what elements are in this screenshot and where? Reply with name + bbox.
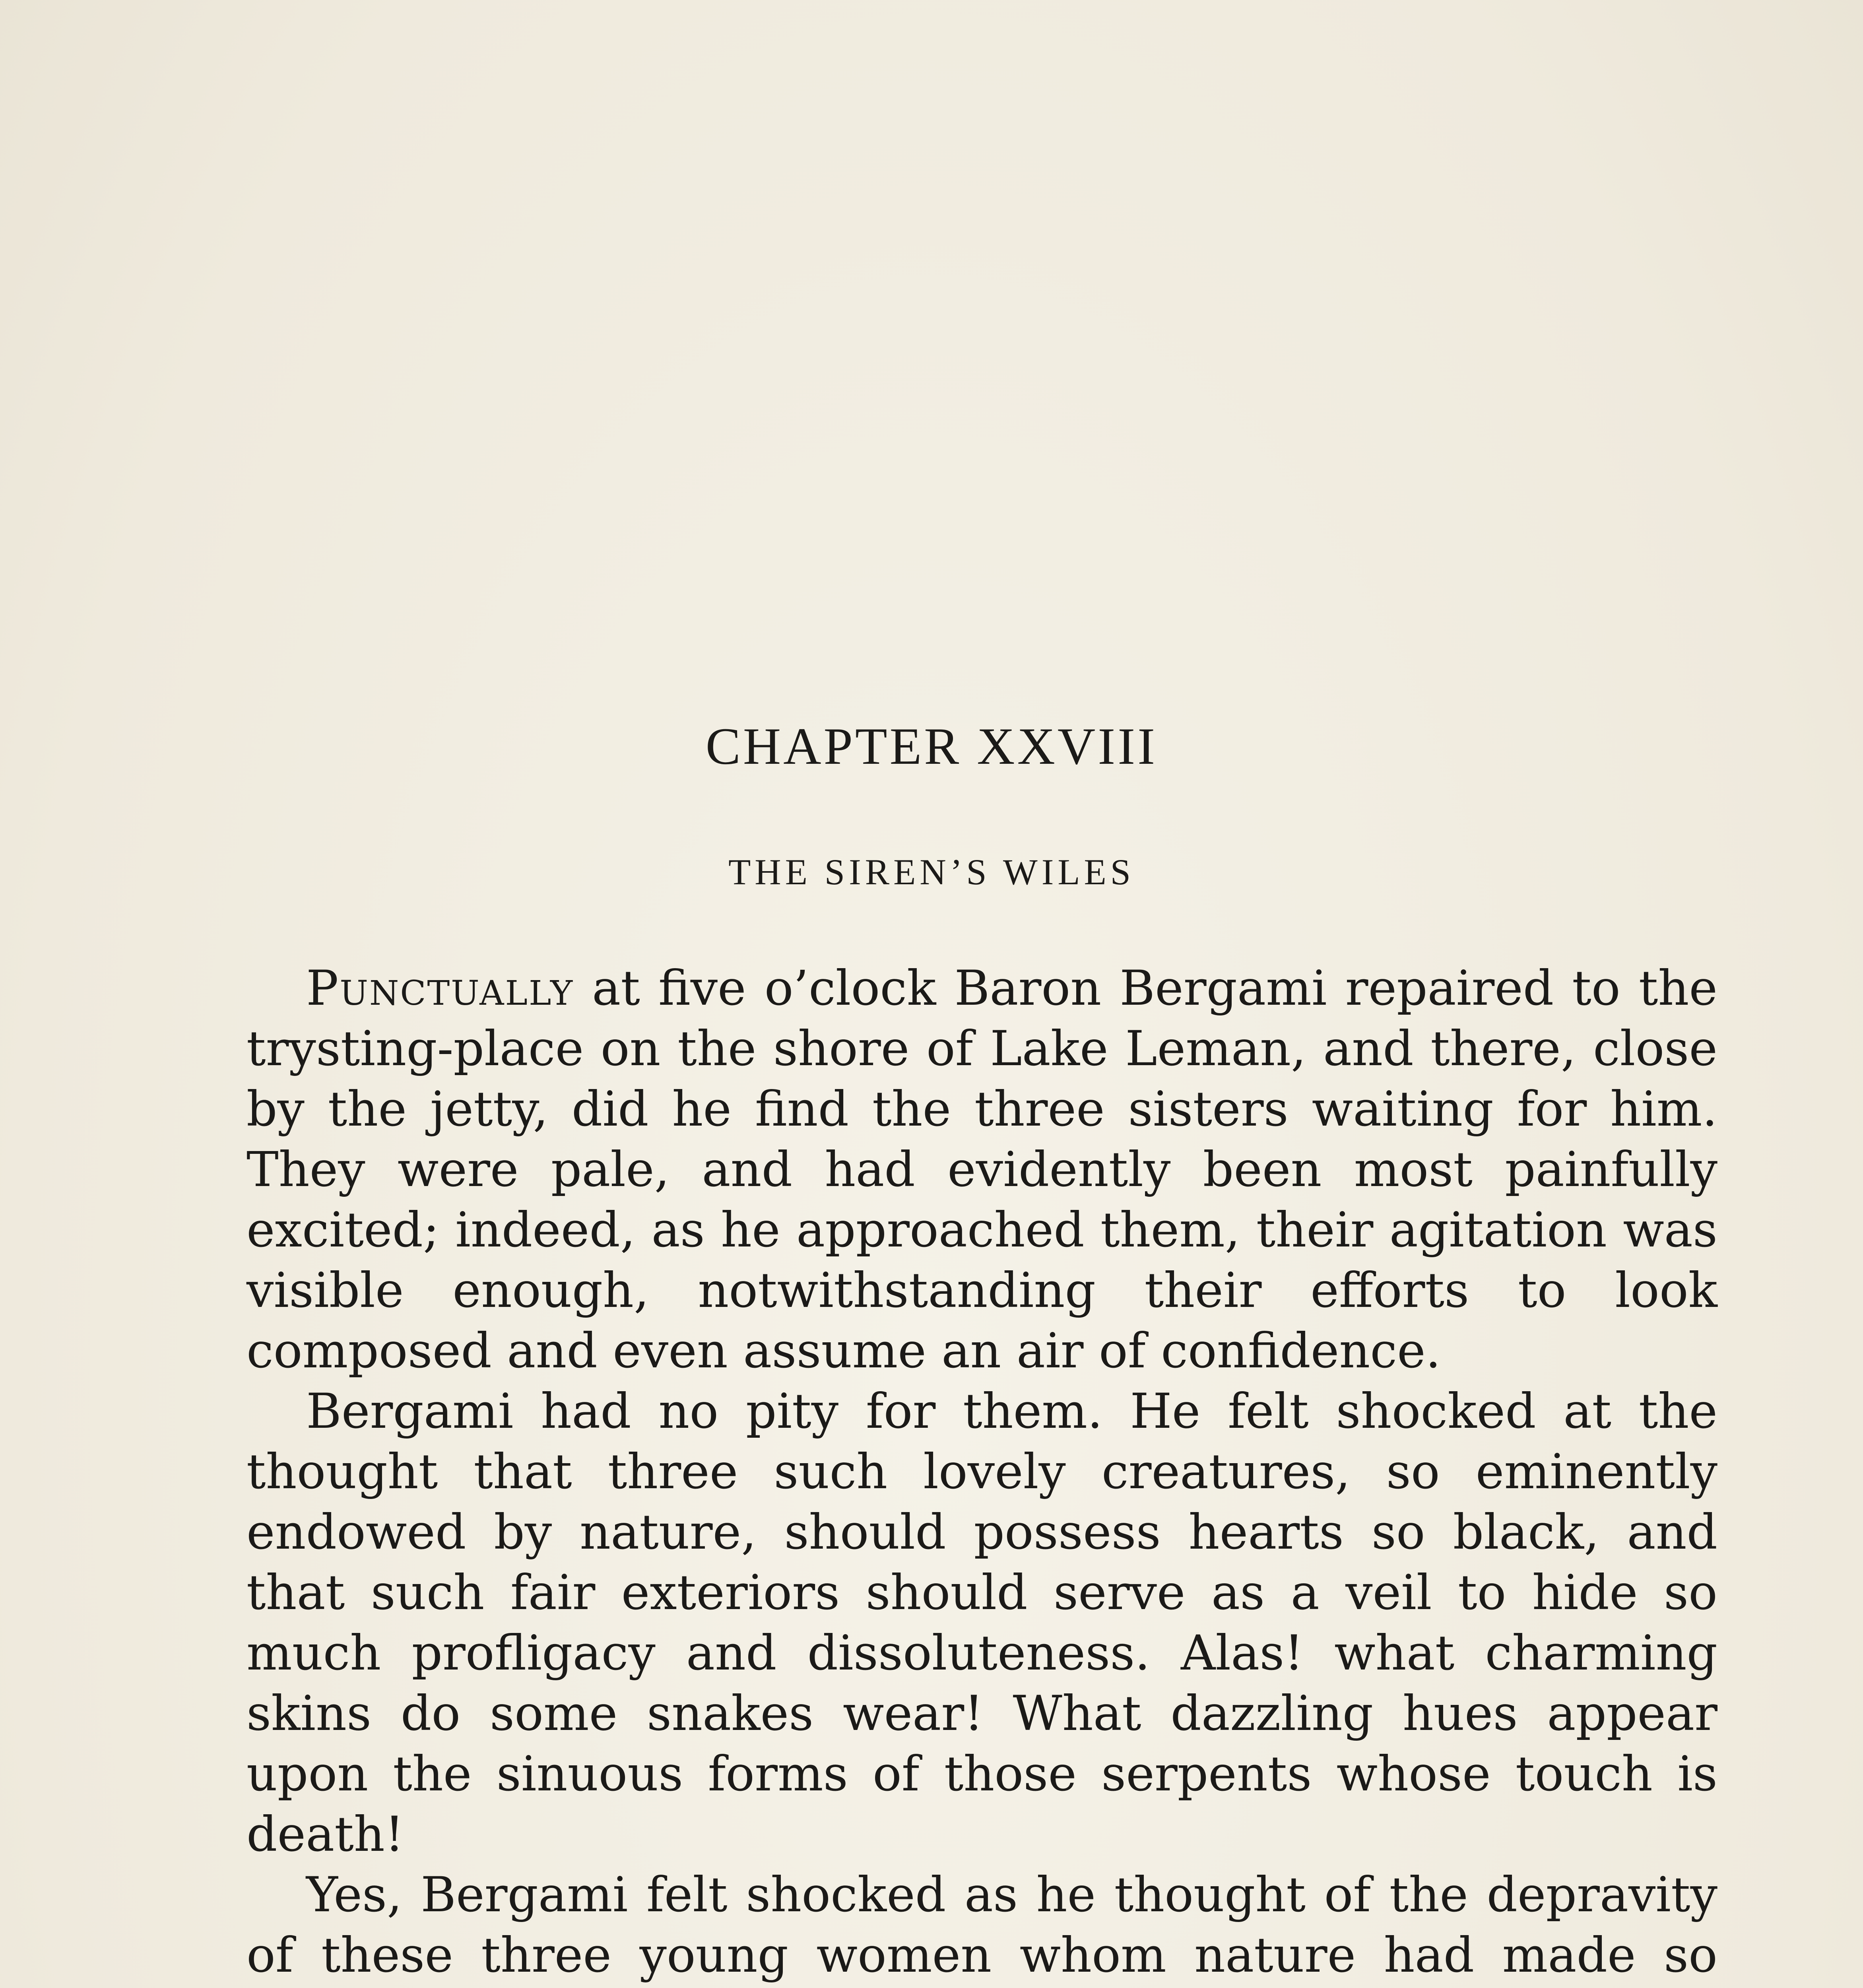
paragraph-lead-word: Punctually xyxy=(306,960,574,1016)
chapter-subtitle: THE SIREN’S WILES xyxy=(728,852,1135,892)
paragraph-3: Yes, Bergami felt shocked as he thought of the depravity of these three young women whom nature had made so xyxy=(246,1867,1717,1983)
paragraph-1 xyxy=(246,958,1717,1381)
chapter-title: CHAPTER XXVIII xyxy=(705,717,1158,775)
body-text xyxy=(246,958,1717,1988)
paragraph-2: Bergami had no pity for them. He felt shocked at the thought that three such lovely creatures, so eminently endowed by nature, should possess hearts so black, and that such fair exteriors should serve as a veil to hide so much profligacy and dissoluteness. Alas! what charming skins do some snakes wear! What dazzling hues appear upon the sinuous forms of those serpents whose touch is death! xyxy=(246,1383,1717,1862)
paragraph-text: at five o’clock Baron Bergami repaired to the trysting-place on the shore of Lake Leman, and there, close by the jetty, did he find the three sisters waiting for him. They were pale, and had evidently been most painfully excited; indeed, as he approached them, their agitation was visible enough, notwithstanding their efforts to look composed and even assume an air of confidence. xyxy=(246,960,1717,1379)
